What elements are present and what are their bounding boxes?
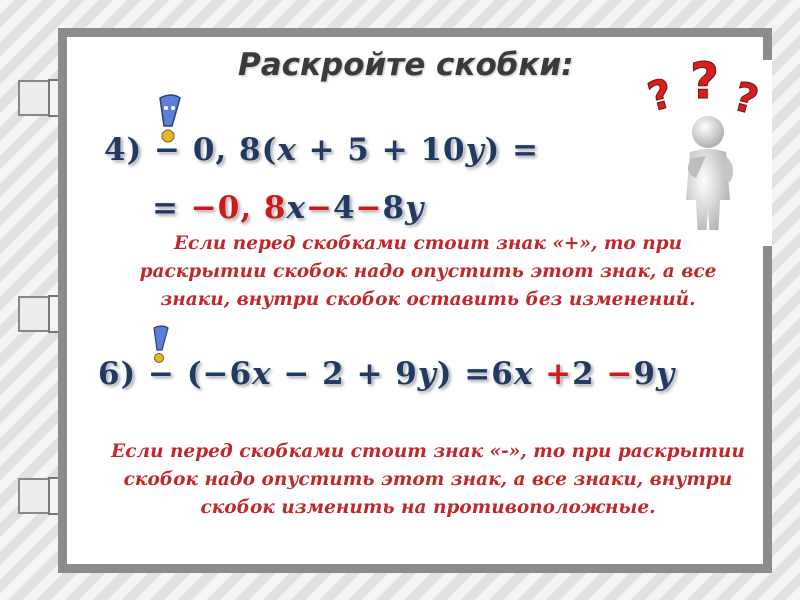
svg-text:?: ? [690,60,720,110]
rule-plus-sign: Если перед скобками стоит знак «+», то при раскрытии скобок надо опустить этот знак, а все знаки, внутри скобок оставить без изменений. [112,230,744,314]
example-4-expression: 4) − 0, 8(x + 5 + 10y) = [104,132,540,168]
rule-minus-sign: Если перед скобками стоит знак «-», то при раскрытии скобок надо опустить этот знак, а все знаки, внутри скобок изменить на противоположные. [111,441,745,518]
question-man-figure [646,60,772,246]
example-4-answer: = −0, 8x−4−8y [152,190,425,226]
svg-text:?: ? [646,70,678,122]
example-6-expression: 6) − (−6x − 2 + 9y) =6x +2 −9y [98,356,676,392]
question-man-icon [646,60,772,246]
slide-title: Раскройте скобки: [238,47,574,83]
svg-text:?: ? [728,73,764,125]
